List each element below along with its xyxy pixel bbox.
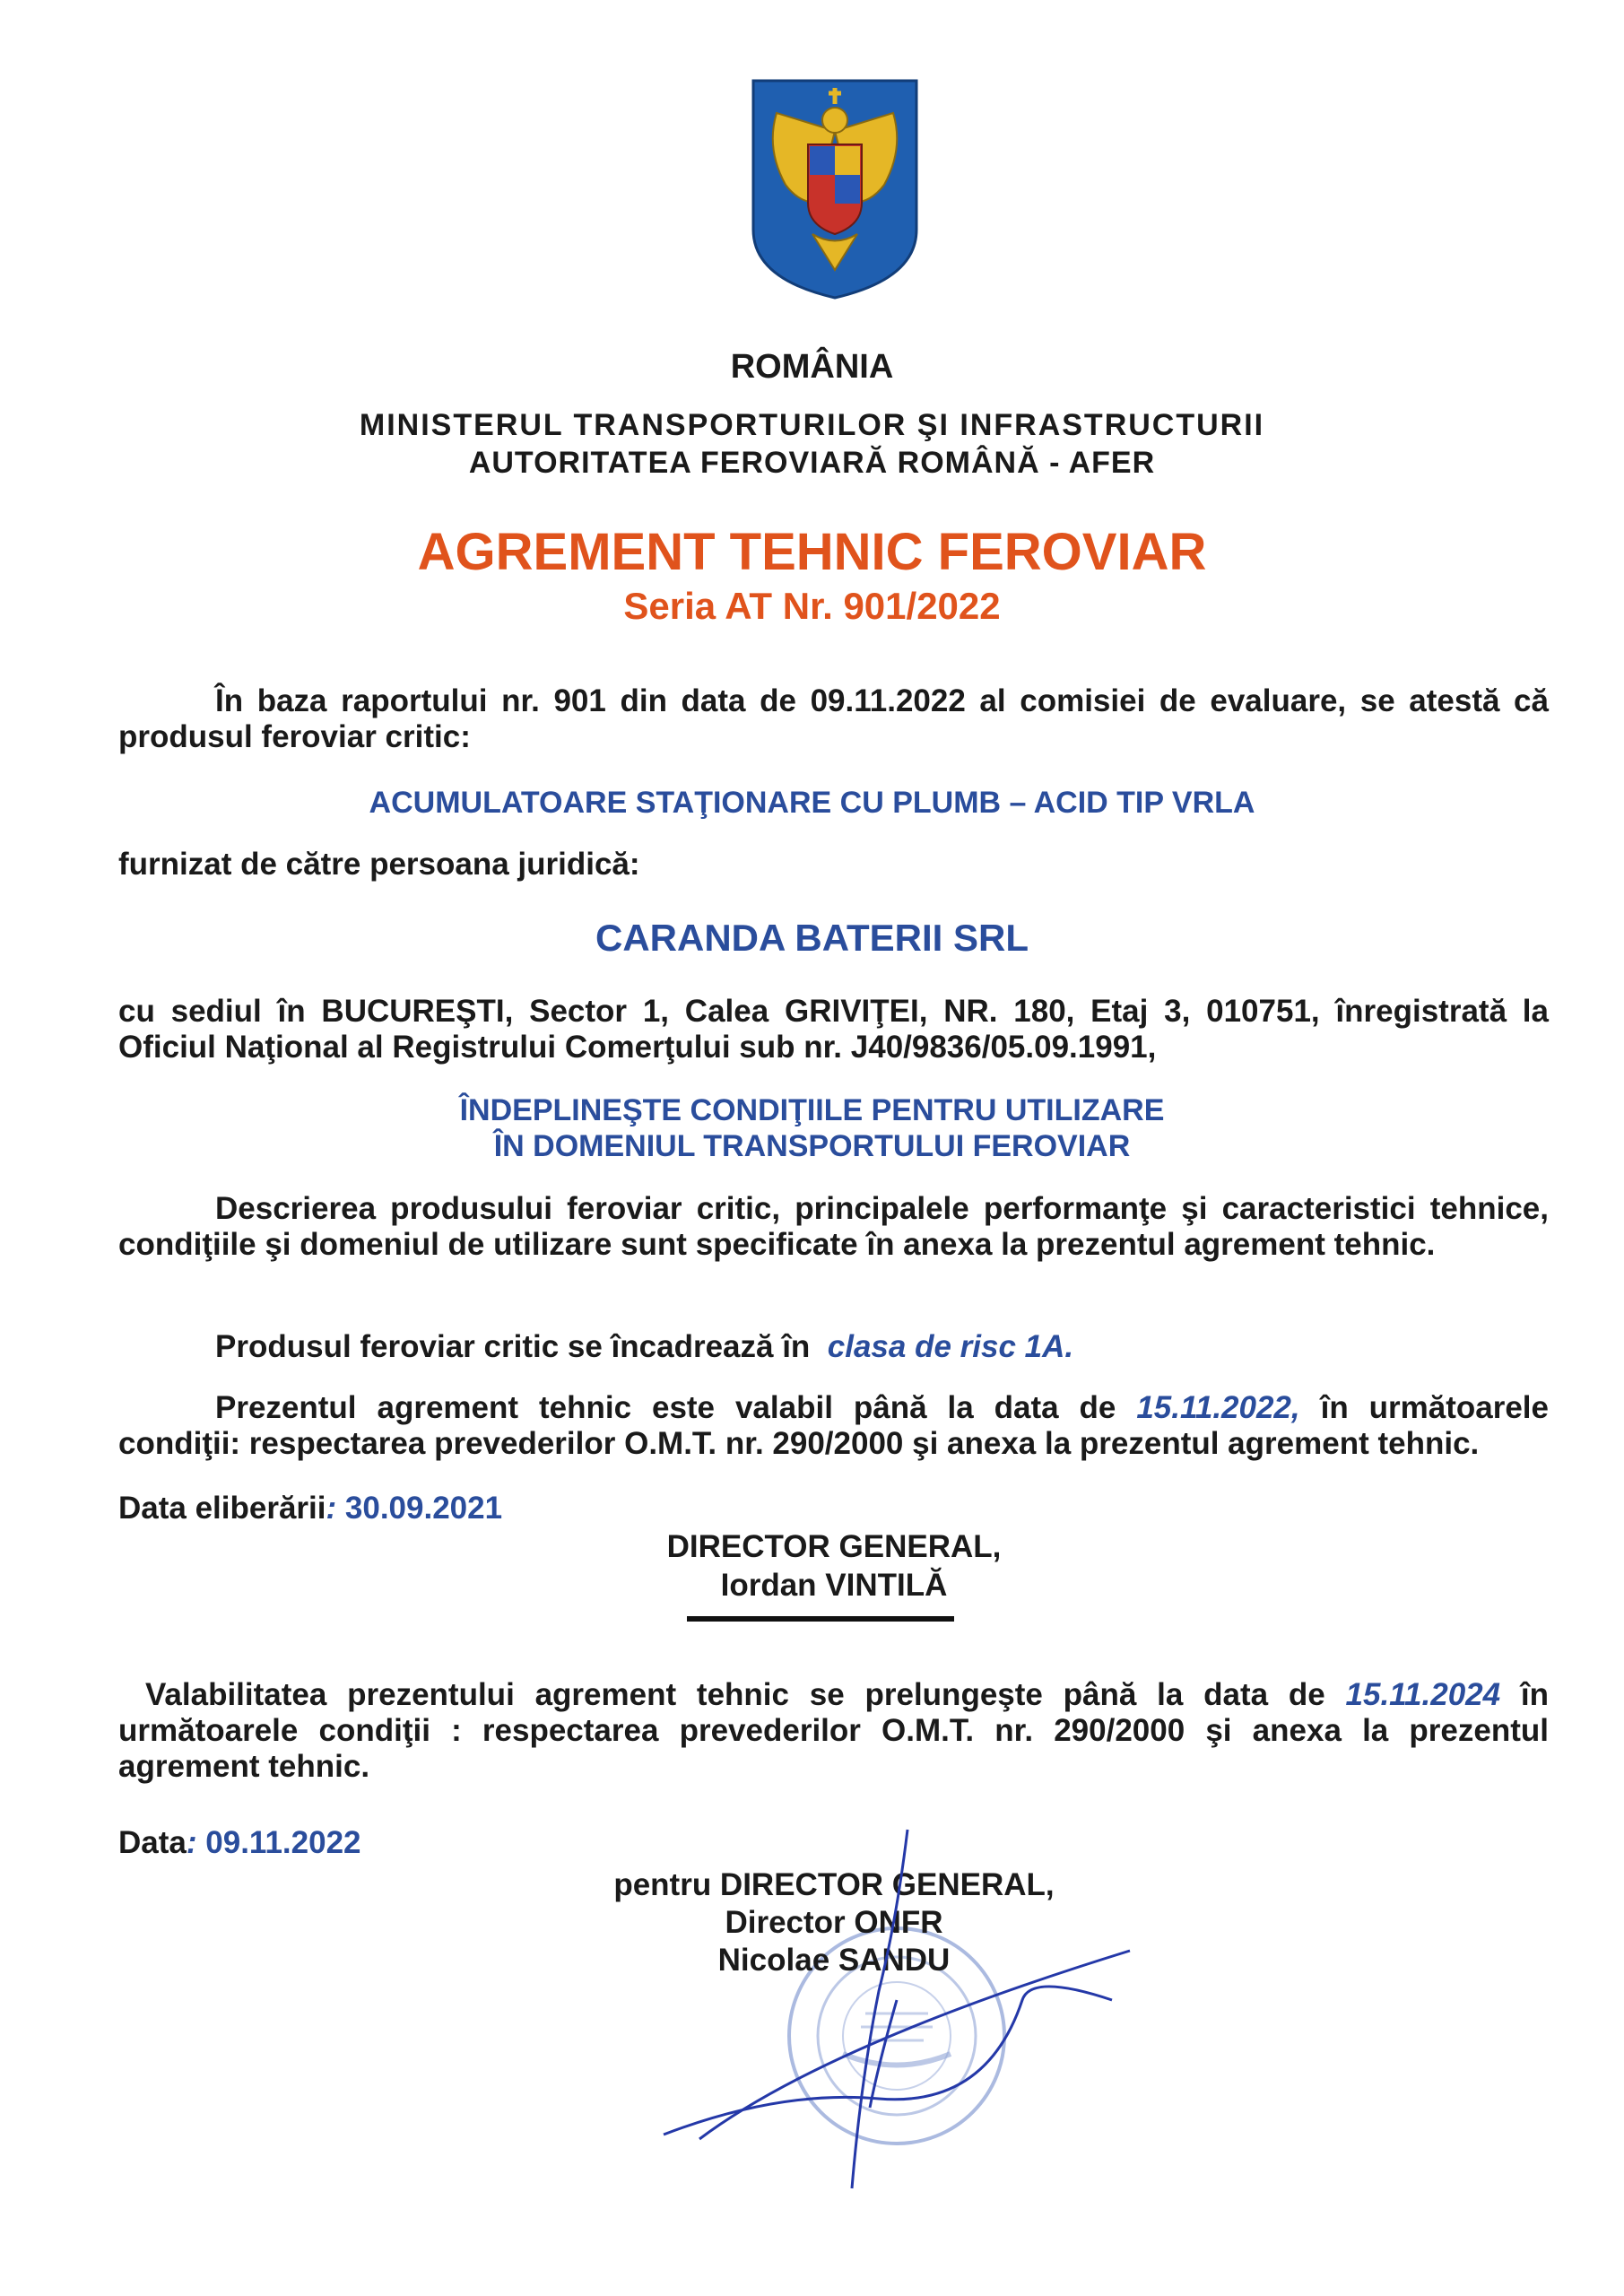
authority-name: AUTORITATEA FEROVIARĂ ROMÂNĂ - AFER — [468, 446, 1156, 480]
extension-paragraph — [118, 1677, 1549, 1785]
signature-icon — [646, 1812, 1148, 2206]
document-title: AGREMENT TEHNIC FEROVIAR — [417, 523, 1207, 581]
extension-suffix: în următoarele condiţii : respectarea prevederilor O.M.T. nr. 290/2000 şi anexa la prezentul agrement tehnic. — [118, 1677, 1549, 1784]
signatory-line-1: pentru DIRECTOR GENERAL, — [613, 1867, 1055, 1902]
issue-date-value: 30.09.2021 — [344, 1491, 503, 1526]
risk-class-value: clasa de risc 1A. — [827, 1329, 1074, 1364]
company-address: cu sediul în BUCUREŞTI, Sector 1, Calea GRIVIŢEI, NR. 180, Etaj 3, 010751, înregistrată la Oficiul Naţional al Registrului Comerţului sub nr. J40/9836/05.09.1991, — [118, 994, 1549, 1065]
conditions-line-2: ÎN DOMENIUL TRANSPORTULUI FEROVIAR — [493, 1129, 1131, 1163]
description-paragraph: Descrierea produsului feroviar critic, principalele performanţe şi caracteristici tehnice, condiţiile şi domeniul de utilizare sunt specificate în anexa la prezentul agrement tehnic. — [118, 1191, 1549, 1262]
extension-date-value: 09.11.2022 — [205, 1825, 361, 1860]
risk-class-prefix: Produsul feroviar critic se încadrează în — [215, 1329, 811, 1364]
extension-date: 15.11.2024 — [1345, 1677, 1501, 1712]
risk-class-line — [118, 1329, 1549, 1365]
validity-date: 15.11.2022, — [1136, 1390, 1300, 1425]
extension-date-label: Data — [118, 1825, 187, 1860]
issue-date-line — [118, 1491, 502, 1526]
signatory-line-2: Director ONFR — [725, 1905, 943, 1940]
product-name: ACUMULATOARE STAŢIONARE CU PLUMB – ACID TIP VRLA — [369, 786, 1255, 820]
romania-coat-of-arms-icon — [750, 77, 920, 301]
director-name: Iordan VINTILĂ — [720, 1568, 948, 1603]
signature-line — [687, 1616, 954, 1622]
issue-date-colon: : — [326, 1491, 337, 1526]
validity-prefix: Prezentul agrement tehnic este valabil până la data de — [215, 1390, 1116, 1425]
conditions-line-1: ÎNDEPLINEŞTE CONDIŢIILE PENTRU UTILIZARE — [459, 1093, 1165, 1127]
company-name: CARANDA BATERII SRL — [595, 917, 1029, 959]
validity-suffix: în următoarele condiţii: respectarea prevederilor O.M.T. nr. 290/2000 şi anexa la prezentul agrement tehnic. — [118, 1390, 1549, 1461]
ministry-name: MINISTERUL TRANSPORTURILOR ŞI INFRASTRUCTURII — [359, 408, 1265, 442]
intro-paragraph: În baza raportului nr. 901 din data de 09.11.2022 al comisiei de evaluare, se atestă că produsul feroviar critic: — [118, 683, 1549, 754]
validity-paragraph — [118, 1390, 1549, 1462]
country-name: ROMÂNIA — [730, 348, 894, 386]
issue-date-label: Data eliberării — [118, 1491, 326, 1526]
supplied-by-label: furnizat de către persoana juridică: — [118, 847, 640, 882]
director-title: DIRECTOR GENERAL, — [666, 1529, 1002, 1564]
extension-date-colon: : — [186, 1825, 197, 1860]
signatory-line-3: Nicolae SANDU — [717, 1943, 951, 1978]
extension-prefix: Valabilitatea prezentului agrement tehnic se prelungeşte până la data de — [145, 1677, 1325, 1712]
document-series: Seria AT Nr. 901/2022 — [623, 585, 1001, 627]
extension-date-line — [118, 1825, 361, 1861]
